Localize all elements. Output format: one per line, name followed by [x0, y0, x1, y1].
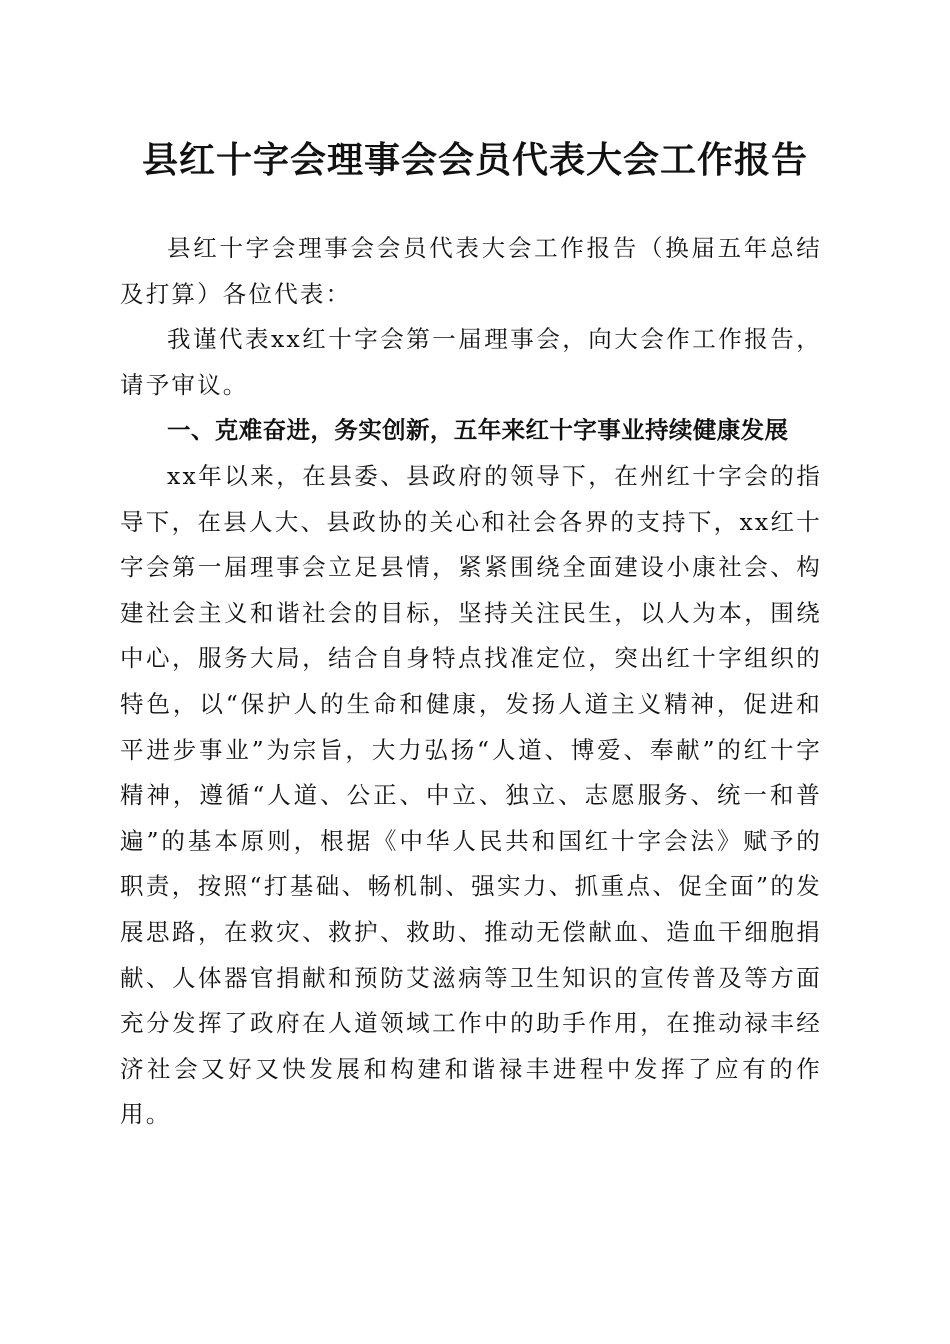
document-body	[120, 226, 822, 1138]
section-heading: 一、克难奋进，务实创新，五年来红十字事业持续健康发展	[167, 416, 789, 445]
document-title: 县红十字会理事会会员代表大会工作报告	[141, 139, 808, 181]
opening-paragraph: 我谨代表xx红十字会第一届理事会，向大会作工作报告，请予审议。	[120, 325, 822, 399]
intro-paragraph: 县红十字会理事会会员代表大会工作报告（换届五年总结及打算）各位代表：	[120, 234, 822, 308]
body-paragraph: xx年以来，在县委、县政府的领导下，在州红十字会的指导下，在县人大、县政协的关心和社会各界的支持下，xx红十字会第一届理事会立足县情，紧紧围绕全面建设小康社会、构建社会主义和谐社会的目标，坚持关注民生，以人为本，围绕中心，服务大局，结合自身特点找准定位，突出红十字组织的特色，以“保护人的生命和健康，发扬人道主义精神，促进和平进步事业”为宗旨，大力弘扬“人道、博爱、奉献”的红十字精神，遵循“人道、公正、中立、独立、志愿服务、统一和普遍”的基本原则，根据《中华人民共和国红十字会法》赋予的职责，按照“打基础、畅机制、强实力、抓重点、促全面”的发展思路，在救灾、救护、救助、推动无偿献血、造血干细胞捐献、人体器官捐献和预防艾滋病等卫生知识的宣传普及等方面充分发挥了政府在人道领域工作中的助手作用，在推动禄丰经济社会又好又快发展和构建和谐禄丰进程中发挥了应有的作用。	[120, 461, 822, 1129]
